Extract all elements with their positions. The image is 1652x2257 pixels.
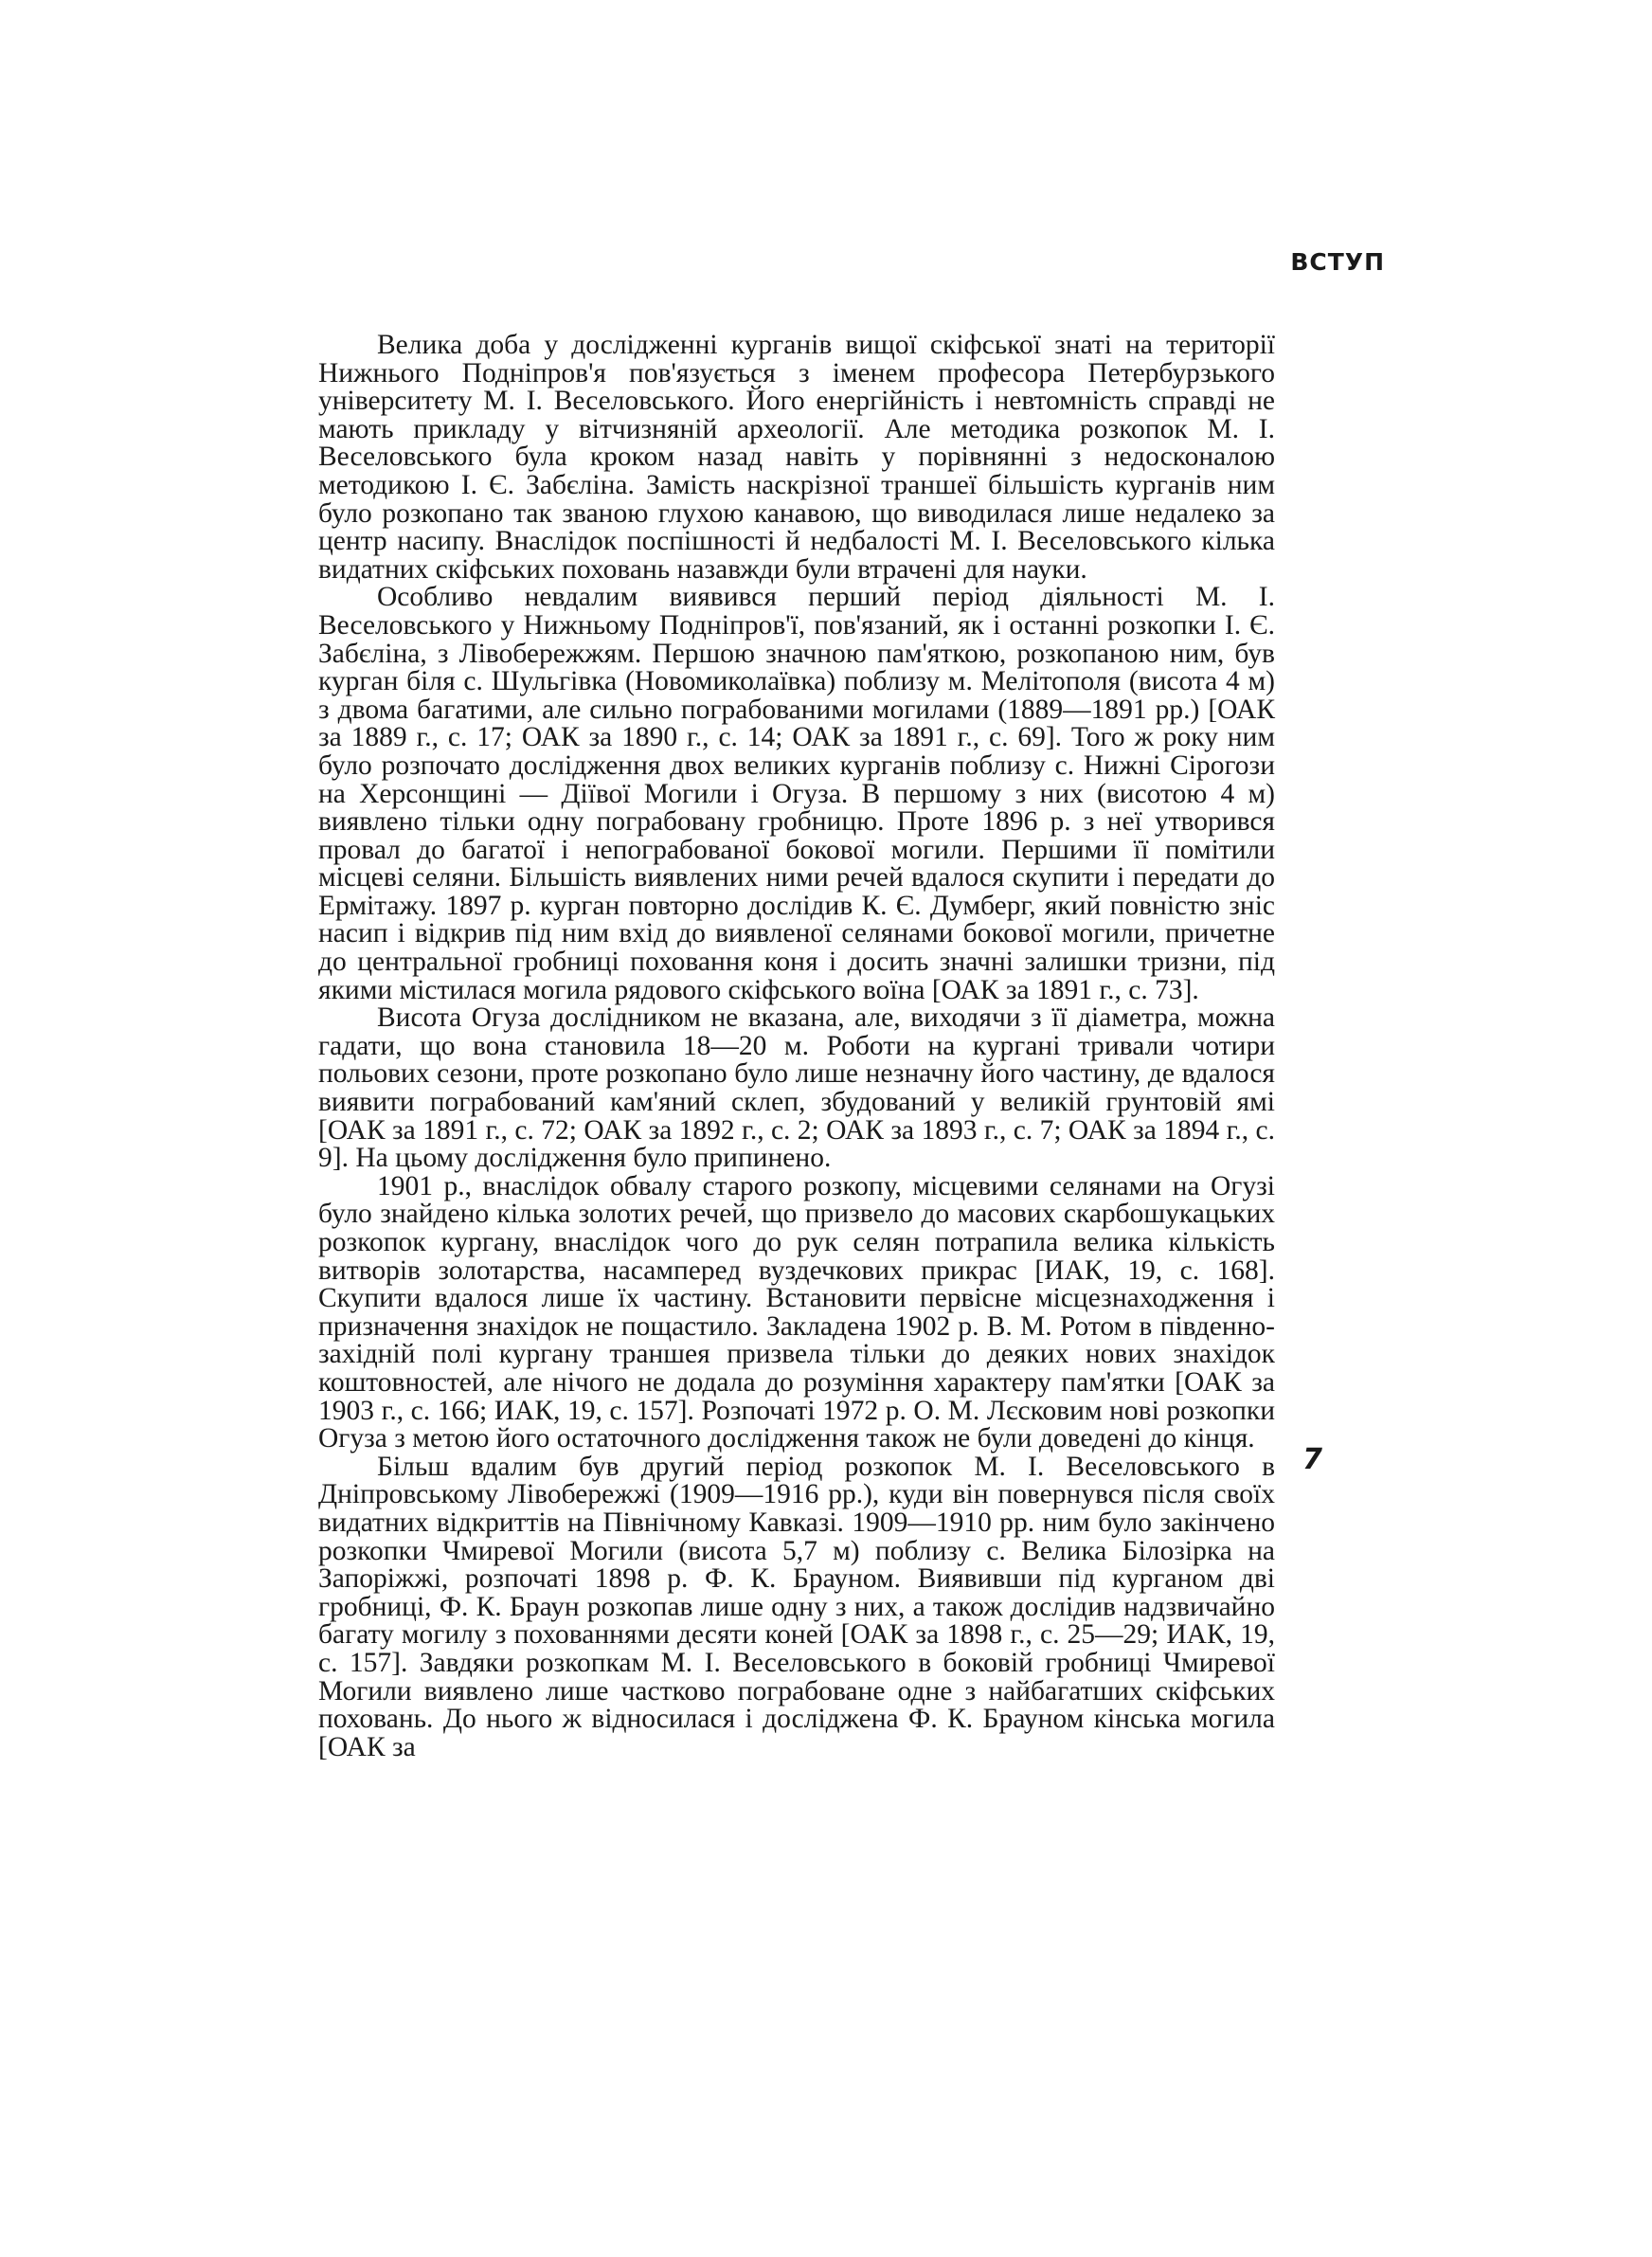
- paragraph: Більш вдалим був другий період розкопок М. І. Веселовського в Дніпровському Лівобережжі (1909—1916 рр.), куди він повернувся після своїх видатних відкриттів на Північному Кавказі. 1909—1910 рр. ним було закінчено розкопки Чмиревої Могили (висота 5,7 м) поблизу с. Велика Білозірка на Запоріжжі, розпочаті 1898 р. Ф. К. Брауном. Виявивши під курганом дві гробниці, Ф. К. Браун розкопав лише одну з них, а також дослідив надзвичайно багату могилу з похованнями десяти коней [ОАК за 1898 г., с. 25—29; ИАК, 19, с. 157]. Завдяки розкопкам М. І. Веселовського в боковій гробниці Чмиревої Могили виявлено лише частково пограбоване одне з найбагатших скіфських поховань. До нього ж відносилася і досліджена Ф. К. Брауном кінська могила [ОАК за: [318, 1451, 1275, 1762]
- paragraph: 1901 р., внаслідок обвалу старого розкопу, місцевими селянами на Огузі було знайдено кілька золотих речей, що призвело до масових скарбошукацьких розкопок кургану, внаслідок чого до рук селян потрапила велика кількість витворів золотарства, насамперед вуздечкових прикрас [ИАК, 19, с. 168]. Скупити вдалося лише їх частину. Встановити первісне місцезнаходження і призначення знахідок не пощастило. Закладена 1902 р. В. М. Ротом в південно-західній полі кургану траншея призвела тільки до деяких нових знахідок коштовностей, але нічого не додала до розуміння характеру пам'ятки [ОАК за 1903 г., с. 166; ИАК, 19, с. 157]. Розпочаті 1972 р. О. М. Лєсковим нові розкопки Огуза з метою його остаточного дослідження також не були доведені до кінця.: [318, 1170, 1275, 1454]
- paragraph: Особливо невдалим виявився перший період діяльності М. І. Веселовського у Нижньому Подніпров'ї, пов'язаний, як і останні розкопки І. Є. Забєліна, з Лівобережжям. Першою значною пам'яткою, розкопаною ним, був курган біля с. Шульгівка (Новомиколаївка) поблизу м. Мелітополя (висота 4 м) з двома багатими, але сильно пограбованими могилами (1889—1891 рр.) [ОАК за 1889 г., с. 17; ОАК за 1890 г., с. 14; ОАК за 1891 г., с. 69]. Того ж року ним було розпочато дослідження двох великих курганів поблизу с. Нижні Сірогози на Херсонщині — Діївої Могили і Огуза. В першому з них (висотою 4 м) виявлено тільки одну пограбовану гробницю. Проте 1896 р. з неї утворився провал до багатої і непограбованої бокової могили. Першими її помітили місцеві селяни. Більшість виявлених ними речей вдалося скупити і передати до Ермітажу. 1897 р. курган повторно дослідив К. Є. Думберг, який повністю зніс насип і відкрив під ним вхід до виявленої селянами бокової могили, причетне до центральної гробниці поховання коня і досить значні залишки тризни, під якими містилася могила рядового скіфського воїна [ОАК за 1891 г., с. 73].: [318, 582, 1275, 1005]
- paragraph: Велика доба у дослідженні курганів вищої скіфської знаті на території Нижнього Подніпров'я пов'язується з іменем професора Петербурзького університету М. І. Веселовського. Його енергійність і невтомність справді не мають прикладу у вітчизняній археології. Але методика розкопок М. І. Веселовського була кроком назад навіть у порівнянні з недосконалою методикою І. Є. Забєліна. Замість наскрізної траншеї більшість курганів ним було розкопано так званою глухою канавою, що виводилася лише недалеко за центр насипу. Внаслідок поспішності й недбалості М. І. Веселовського кілька видатних скіфських поховань назавжди були втрачені для науки.: [318, 330, 1275, 585]
- paragraph: Висота Огуза дослідником не вказана, але, виходячи з її діаметра, можна гадати, що вона становила 18—20 м. Роботи на кургані тривали чотири польових сезони, проте розкопано було лише незначну його частину, де вдалося виявити пограбований кам'яний склеп, збудований у великій грунтовій ямі [ОАК за 1891 г., с. 72; ОАК за 1892 г., с. 2; ОАК за 1893 г., с. 7; ОАК за 1894 г., с. 9]. На цьому дослідження було припинено.: [318, 1002, 1275, 1174]
- running-head: ВСТУП: [1290, 248, 1385, 276]
- page-number: 7: [1302, 1443, 1322, 1476]
- body-text: [318, 332, 1275, 1761]
